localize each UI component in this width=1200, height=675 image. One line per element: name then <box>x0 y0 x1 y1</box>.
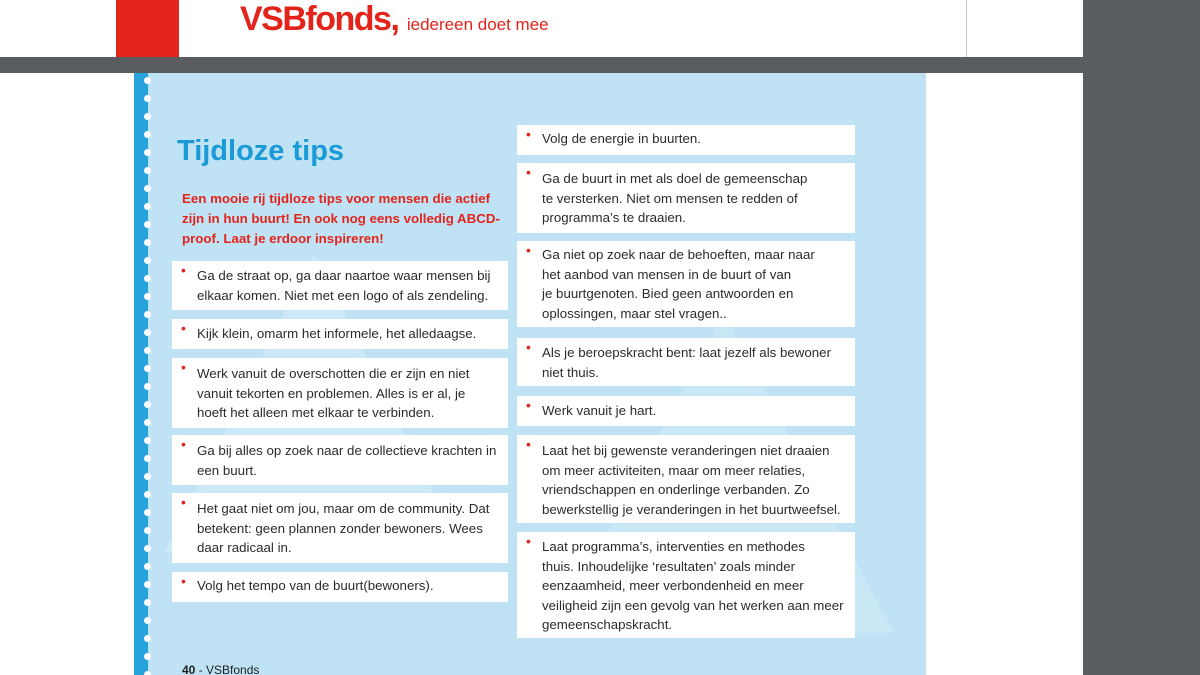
binding-hole <box>144 167 151 174</box>
binding-hole <box>144 401 151 408</box>
page-divider <box>966 0 967 57</box>
binding-hole <box>144 671 151 675</box>
binding-hole <box>144 113 151 120</box>
tip-text: • Ga niet op zoek naar de behoeften, maar naar het aanbod van mensen in de buurt of van je buurtgenoten. Bied geen antwoorden en oplossingen, maar stel vragen.. <box>542 247 815 321</box>
binding-hole <box>144 599 151 606</box>
tip-box <box>172 319 508 349</box>
binding-hole <box>144 545 151 552</box>
vsbfonds-logo <box>240 0 549 40</box>
binding-hole <box>144 239 151 246</box>
tip-text: • Kijk klein, omarm het informele, het alledaagse. <box>197 326 477 341</box>
page-number: 40 <box>182 663 196 675</box>
document-page <box>0 73 1083 675</box>
binding-hole <box>144 131 151 138</box>
page-title: Tijdloze tips <box>177 135 345 167</box>
brand-red-block <box>116 0 179 57</box>
binding-hole <box>144 95 151 102</box>
binding-hole <box>144 653 151 660</box>
binding-hole <box>144 185 151 192</box>
tip-text: • Ga bij alles op zoek naar de collectieve krachten in een buurt. <box>197 443 497 478</box>
intro-text: Een mooie rij tijdloze tips voor mensen die actief zijn in hun buurt! En ook nog eens volledig ABCD-proof. Laat je erdoor inspireren! <box>182 191 500 246</box>
page-footer <box>182 663 259 675</box>
binding-hole <box>144 491 151 498</box>
binding-hole <box>144 329 151 336</box>
binding-hole <box>144 365 151 372</box>
binding-hole <box>144 275 151 282</box>
tip-box <box>172 261 508 310</box>
tip-box <box>517 396 855 426</box>
tip-text: • Laat programma’s, interventies en methodes thuis. Inhoudelijke ‘resultaten’ zoals minder eenzaamheid, meer verbondenheid en meer veiligheid zijn een gevolg van het werken aan meer gemeenschapskracht. <box>542 539 844 632</box>
tip-text: • Laat het bij gewenste veranderingen niet draaien om meer activiteiten, maar om meer relaties, vriendschappen en onderlinge verbanden. Zo bewerkstellig je veranderingen in het buurtweefsel. <box>542 443 841 517</box>
tip-box <box>172 493 508 563</box>
binding-hole <box>144 311 151 318</box>
brand-tagline: iedereen doet mee <box>406 15 549 34</box>
binding-hole <box>144 635 151 642</box>
tip-text: • Ga de buurt in met als doel de gemeenschap te versterken. Niet om mensen te redden of programma’s te draaien. <box>542 171 808 225</box>
binding-hole <box>144 527 151 534</box>
tip-box <box>517 435 855 523</box>
previous-page-fragment <box>0 0 1083 57</box>
binding-hole <box>144 437 151 444</box>
tip-text: • Als je beroepskracht bent: laat jezelf als bewoner niet thuis. <box>542 345 831 380</box>
spiral-binding-edge <box>134 73 148 675</box>
tip-box <box>517 241 855 327</box>
brand-name: VSBfonds, <box>240 0 399 38</box>
tip-text: • Het gaat niet om jou, maar om de community. Dat betekent: geen plannen zonder bewoners. Wees daar radicaal in. <box>197 501 490 555</box>
binding-hole <box>144 77 151 84</box>
binding-hole <box>144 581 151 588</box>
footer-label: - VSBfonds <box>198 663 260 675</box>
tip-box <box>517 338 855 386</box>
tips-panel <box>134 73 926 675</box>
tip-box <box>517 125 855 155</box>
tip-box <box>172 358 508 428</box>
tip-text: • Volg de energie in buurten. <box>542 131 701 146</box>
tip-text: • Werk vanuit de overschotten die er zijn en niet vanuit tekorten en problemen. Alles is er al, je hoeft het alleen met elkaar te verbinden. <box>197 366 470 420</box>
binding-hole <box>144 203 151 210</box>
binding-hole <box>144 563 151 570</box>
tip-text: • Ga de straat op, ga daar naartoe waar mensen bij elkaar komen. Niet met een logo of als zendeling. <box>197 268 491 303</box>
tip-box <box>517 532 855 638</box>
binding-hole <box>144 221 151 228</box>
binding-hole <box>144 257 151 264</box>
tip-box <box>172 435 508 485</box>
binding-hole <box>144 419 151 426</box>
binding-hole <box>144 455 151 462</box>
binding-hole <box>144 617 151 624</box>
tip-box <box>172 572 508 602</box>
binding-hole <box>144 473 151 480</box>
binding-hole <box>144 347 151 354</box>
binding-hole <box>144 293 151 300</box>
tip-text: • Volg het tempo van de buurt(bewoners). <box>197 578 434 593</box>
binding-hole <box>144 509 151 516</box>
tip-text: • Werk vanuit je hart. <box>542 403 657 418</box>
binding-hole <box>144 149 151 156</box>
binding-hole <box>144 383 151 390</box>
tip-box <box>517 163 855 233</box>
